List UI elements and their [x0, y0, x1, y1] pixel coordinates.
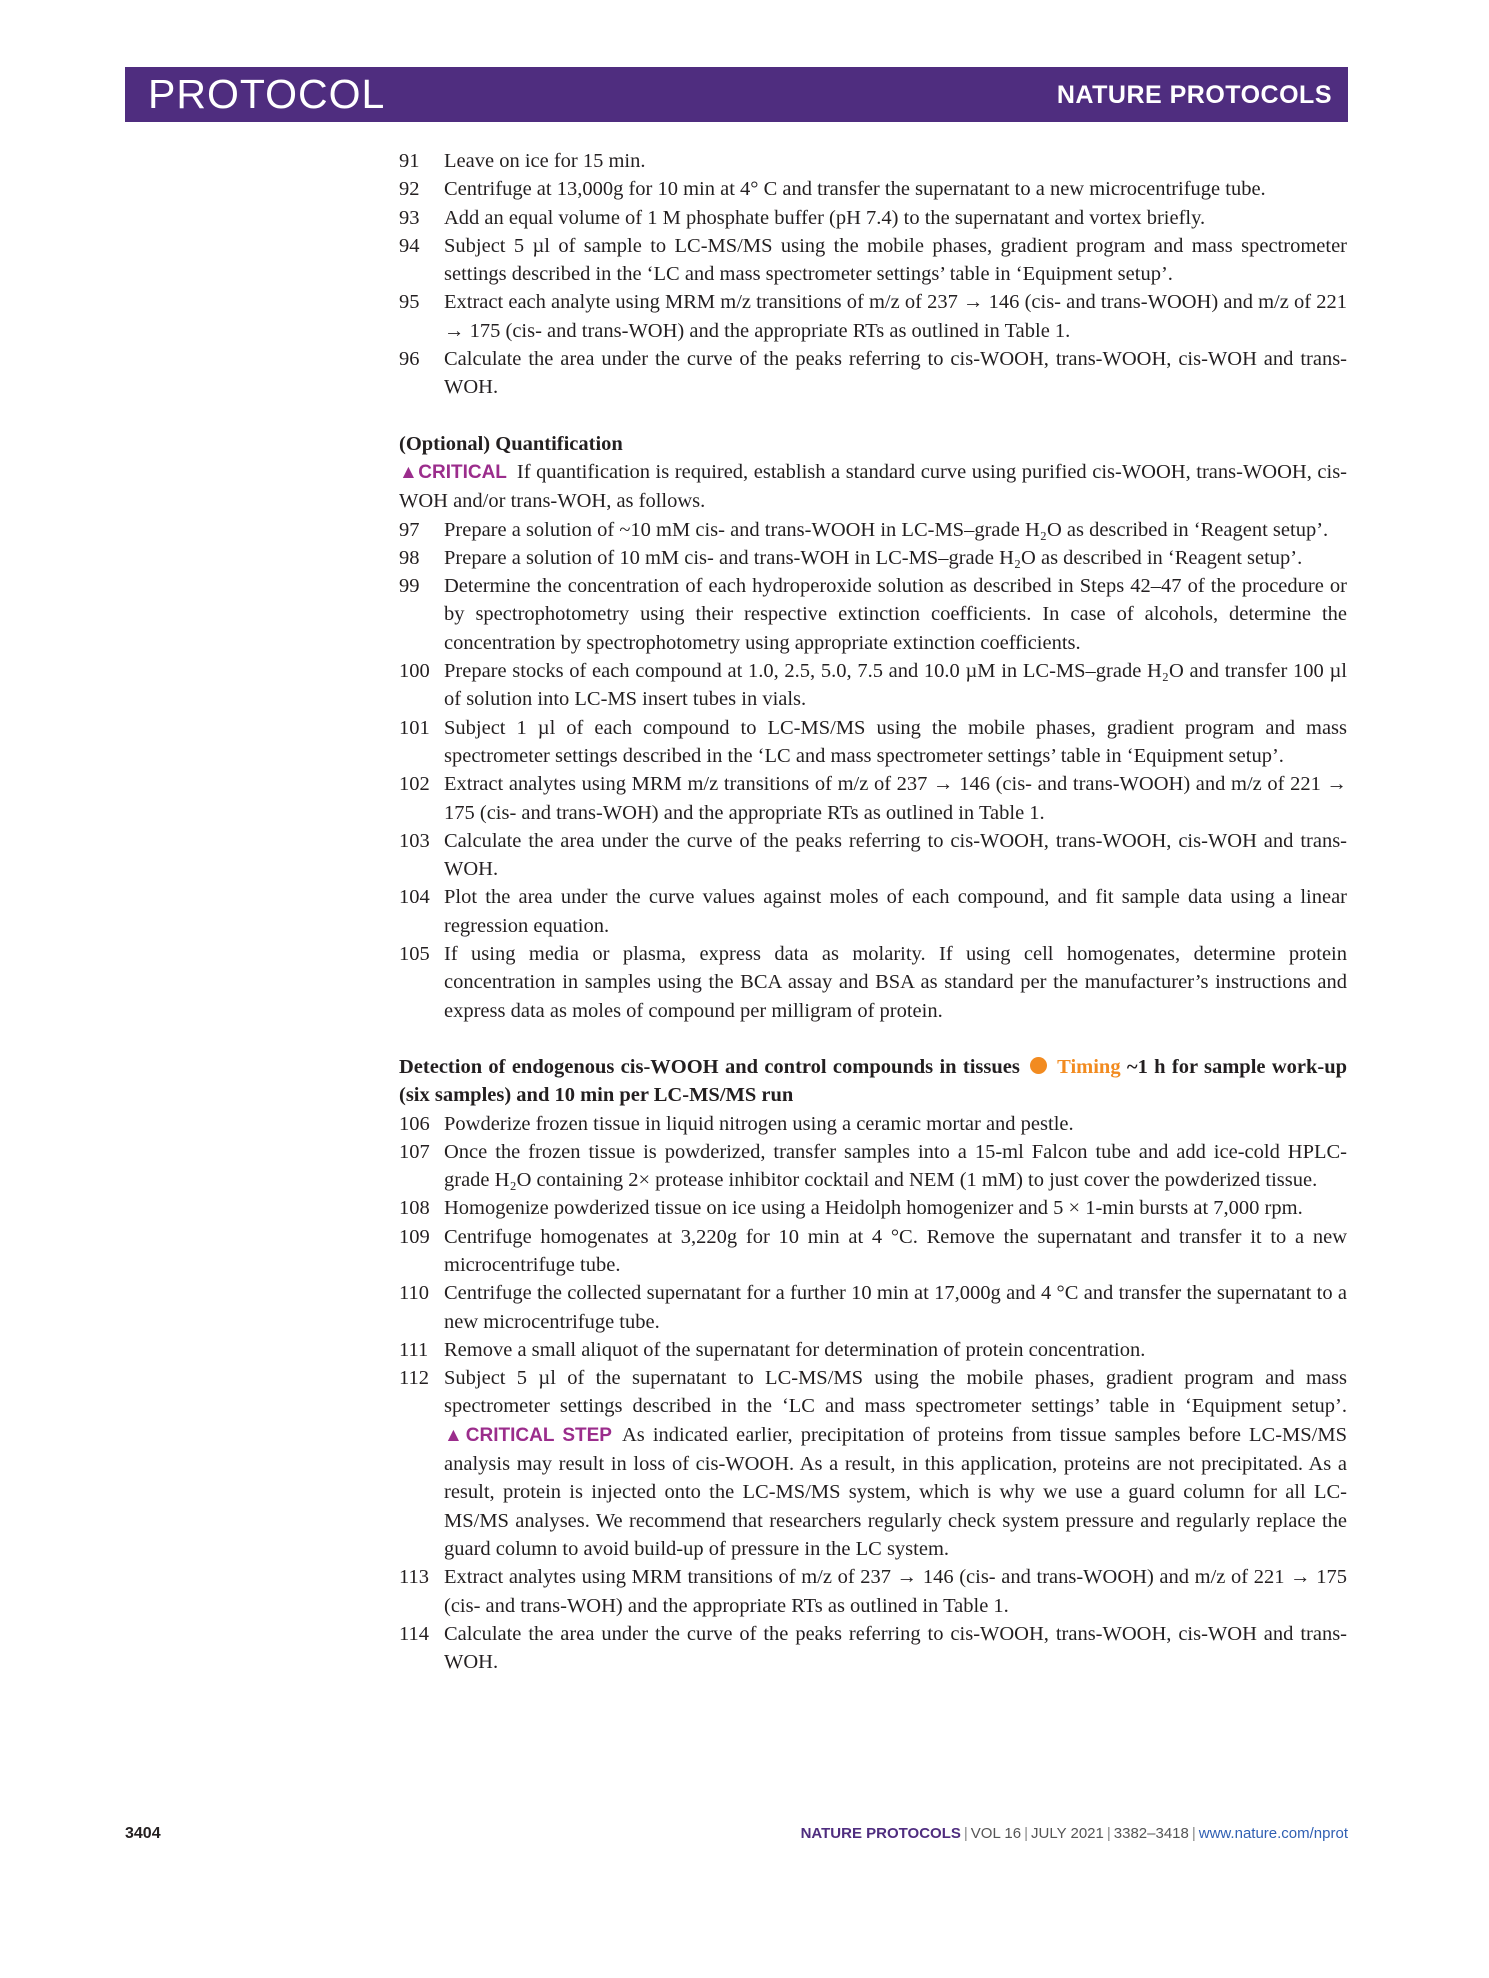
page-number: 3404 [125, 1825, 161, 1842]
procedure-step [399, 345, 1347, 402]
section-heading-quantification: (Optional) Quantification [399, 432, 623, 455]
step-number: 106 [399, 1112, 430, 1135]
step-number: 114 [399, 1622, 429, 1645]
step-number: 97 [399, 518, 420, 541]
step-number: 107 [399, 1140, 430, 1163]
step-number: 110 [399, 1282, 429, 1305]
procedure-step [399, 175, 1347, 203]
critical-text: If quantification is required, establish a standard curve using purified cis-WOOH, trans-WOOH, cis-WOH and/or trans-WOH, as follows. [399, 460, 1348, 513]
procedure-step [399, 1279, 1347, 1336]
step-text: Remove a small aliquot of the supernatant for determination of protein concentration. [444, 1338, 1146, 1361]
step-number: 111 [399, 1338, 429, 1361]
timing-label: Timing [1057, 1055, 1121, 1078]
detection-heading-text: Detection of endogenous cis-WOOH and control compounds in tissues [399, 1055, 1020, 1078]
procedure-step [399, 1364, 1347, 1563]
section-heading-detection [399, 1053, 1347, 1110]
journal-name: NATURE PROTOCOLS [1056, 81, 1332, 109]
timing-text: ~1 h for sample work-up (six samples) and 10 min per LC-MS/MS run [399, 1055, 1348, 1107]
footer-date: JULY 2021 [1031, 1825, 1104, 1842]
step-number: 91 [399, 150, 420, 172]
timing-clock-icon [1030, 1057, 1047, 1074]
step-number: 93 [399, 206, 420, 229]
step-text: Extract analytes using MRM transitions of m/z of 237 → 146 (cis- and trans-WOOH) and m/z of 221 → 175 (cis- and trans-WOH) and the appropriate RTs as outlined in Table 1. [444, 1566, 1347, 1617]
step-text: Calculate the area under the curve of the peaks referring to cis-WOOH, trans-WOOH, cis-WOH and trans-WOH. [444, 1622, 1347, 1674]
step-text: Homogenize powderized tissue on ice using a Heidolph homogenizer and 5 × 1-min bursts at 7,000 rpm. [444, 1197, 1303, 1220]
procedure-step [399, 516, 1347, 544]
step-number: 98 [399, 546, 420, 569]
step-text: Prepare a solution of ~10 mM cis- and trans-WOOH in LC-MS–grade H₂O as described in ‘Reagent setup’. [444, 518, 1329, 541]
step-body [444, 1364, 1347, 1563]
critical-step-text: As indicated earlier, precipitation of proteins from tissue samples before LC-MS/MS analysis may result in loss of cis-WOOH. As a result, in this application, proteins are not precipitated. As a result, protein is injected onto the LC-MS/MS system, which is why we use a guard column for all LC-MS/MS analyses. We recommend that researchers regularly check system pressure and regularly replace the guard column to avoid build-up of pressure in the LC system. [444, 1423, 1347, 1560]
procedure-step [399, 1336, 1347, 1364]
step-number: 109 [399, 1225, 430, 1248]
footer-volume: VOL 16 [970, 1825, 1022, 1842]
step-text: Subject 1 µl of each compound to LC-MS/MS using the mobile phases, gradient program and mass spectrometer settings described in the ‘LC and mass spectrometer settings’ table in ‘Equipment setup’. [444, 716, 1347, 767]
step-number: 102 [399, 773, 430, 796]
step-number: 104 [399, 886, 430, 909]
step-text: Centrifuge the collected supernatant for a further 10 min at 17,000g and 4 °C and transfer the supernatant to a new microcentrifuge tube. [444, 1282, 1347, 1333]
citation-footer: NATURE PROTOCOLS | VOL 16 | JULY 2021 | 3382–3418 | www.nature.com/nprot [800, 1825, 1348, 1842]
procedure-step [399, 1563, 1347, 1620]
critical-label: CRITICAL [418, 461, 507, 483]
step-text: Calculate the area under the curve of the peaks referring to cis-WOOH, trans-WOOH, cis-WOH and trans-WOH. [444, 348, 1347, 399]
step-number: 94 [399, 234, 420, 257]
step-text: Prepare stocks of each compound at 1.0, 2.5, 5.0, 7.5 and 10.0 µM in LC-MS–grade H₂O and transfer 100 µl of solution into LC-MS insert tubes in vials. [444, 660, 1347, 711]
step-text: If using media or plasma, express data as molarity. If using cell homogenates, determine protein concentration in samples using the BCA assay and BSA as standard per the manufacturer’s instructions and express data as moles of compound per milligram of protein. [444, 943, 1347, 1022]
step-text: Add an equal volume of 1 M phosphate buffer (pH 7.4) to the supernatant and vortex briefly. [444, 206, 1206, 229]
step-number: 101 [399, 716, 430, 739]
step-number: 105 [399, 943, 430, 966]
step-text: Prepare a solution of 10 mM cis- and trans-WOH in LC-MS–grade H₂O as described in ‘Reagent setup’. [444, 546, 1303, 569]
procedure-step [399, 1110, 1347, 1138]
step-text: Subject 5 µl of the supernatant to LC-MS/MS using the mobile phases, gradient program and mass spectrometer settings described in the ‘LC and mass spectrometer settings’ table in ‘Equipment setup’. [444, 1367, 1347, 1418]
procedure-step [399, 827, 1347, 884]
step-text: Powderize frozen tissue in liquid nitrogen using a ceramic mortar and pestle. [444, 1112, 1074, 1135]
procedure-step [399, 1138, 1347, 1195]
steps-group-c [399, 1110, 1347, 1677]
step-number: 113 [399, 1566, 429, 1589]
footer-pages: 3382–3418 [1113, 1825, 1189, 1842]
procedure-step [399, 544, 1347, 572]
step-text: Extract each analyte using MRM m/z transitions of m/z of 237 → 146 (cis- and trans-WOOH) and m/z of 221 → 175 (cis- and trans-WOH) and the appropriate RTs as outlined in Table 1. [444, 291, 1347, 342]
critical-triangle-icon: ▲ [399, 461, 419, 483]
step-text: Extract analytes using MRM m/z transitions of m/z of 237 → 146 (cis- and trans-WOOH) and m/z of 221 → 175 (cis- and trans-WOH) and the appropriate RTs as outlined in Table 1. [444, 773, 1347, 824]
main-content [399, 147, 1347, 1676]
procedure-step [399, 657, 1347, 714]
procedure-step [399, 572, 1347, 657]
procedure-step [399, 940, 1347, 1025]
step-text: Once the frozen tissue is powderized, transfer samples into a 15-ml Falcon tube and add ice-cold HPLC-grade H₂O containing 2× protease inhibitor cocktail and NEM (1 mM) to just cover the powderized tissue. [444, 1140, 1347, 1192]
steps-group-a [399, 147, 1347, 402]
step-number: 100 [399, 660, 430, 683]
header-banner [125, 67, 1348, 122]
footer-url-link[interactable]: www.nature.com/nprot [1198, 1825, 1348, 1842]
critical-note [399, 458, 1347, 516]
step-number: 92 [399, 178, 420, 201]
step-number: 108 [399, 1197, 430, 1220]
critical-step-label: CRITICAL STEP [465, 1424, 612, 1446]
procedure-step [399, 883, 1347, 940]
step-text: Calculate the area under the curve of the peaks referring to cis-WOOH, trans-WOOH, cis-WOH and trans-WOH. [444, 829, 1347, 881]
step-number: 112 [399, 1367, 429, 1390]
step-number: 99 [399, 575, 420, 598]
step-number: 95 [399, 291, 420, 314]
step-text: Leave on ice for 15 min. [444, 150, 646, 172]
procedure-step [399, 1194, 1347, 1222]
procedure-step [399, 147, 1347, 175]
procedure-step [399, 232, 1347, 289]
procedure-step [399, 714, 1347, 771]
step-number: 96 [399, 348, 420, 371]
steps-group-b [399, 516, 1347, 1025]
section-type-label: PROTOCOL [148, 71, 386, 117]
procedure-step [399, 770, 1347, 827]
step-text: Centrifuge homogenates at 3,220g for 10 min at 4 °C. Remove the supernatant and transfer it to a new microcentrifuge tube. [444, 1225, 1347, 1276]
step-text: Centrifuge at 13,000g for 10 min at 4° C and transfer the supernatant to a new microcentrifuge tube. [444, 178, 1266, 201]
step-text: Plot the area under the curve values against moles of each compound, and fit sample data using a linear regression equation. [444, 886, 1347, 937]
procedure-step [399, 1620, 1347, 1677]
footer-journal: NATURE PROTOCOLS [800, 1825, 961, 1842]
procedure-step [399, 204, 1347, 232]
step-text: Determine the concentration of each hydroperoxide solution as described in Steps 42–47 of the procedure or by spectrophotometry using their respective extinction coefficients. In case of alcohols, determine the concentration by spectrophotometry using appropriate extinction coefficients. [444, 575, 1347, 654]
critical-triangle-icon: ▲ [444, 1424, 466, 1446]
step-number: 103 [399, 829, 430, 852]
procedure-step [399, 1223, 1347, 1280]
step-text: Subject 5 µl of sample to LC-MS/MS using the mobile phases, gradient program and mass spectrometer settings described in the ‘LC and mass spectrometer settings’ table in ‘Equipment setup’. [444, 234, 1347, 286]
procedure-step [399, 288, 1347, 345]
